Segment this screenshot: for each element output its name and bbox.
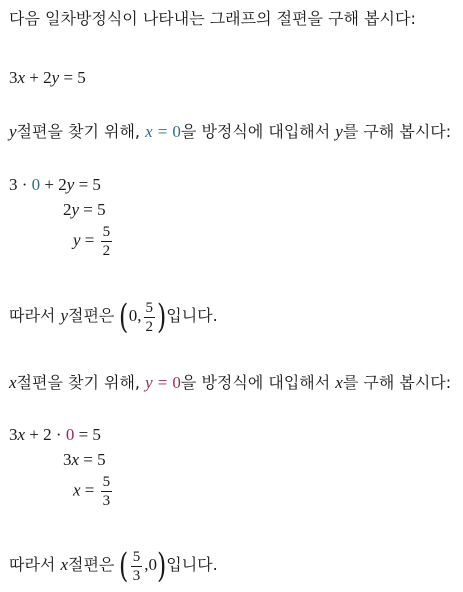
y-intercept-conclusion [9,296,218,337]
substituted-zero: 0 [31,175,41,194]
eq-variable-x: x [17,68,26,87]
step-var: y [71,200,80,219]
sub-val: 0 [172,122,181,141]
eq-variable-y: y [51,68,60,87]
conclusion-text: 입니다. [166,555,218,574]
fraction-denominator: 2 [102,243,111,259]
step-term: 2 [63,200,72,219]
step-equals: = [78,175,89,194]
sub-val: 0 [172,373,181,392]
step-plus: + [44,175,55,194]
main-equation [9,68,86,88]
step-dot: · [55,425,62,444]
sub-eq: = [157,373,168,392]
target-var: y [335,122,343,141]
target-var: x [335,373,343,392]
heading-text: 절편을 찾기 위해, [16,122,140,141]
substituted-zero: 0 [65,425,75,444]
step-var: x [17,425,26,444]
fraction-numerator: 5 [132,548,141,565]
point-coordinate: 0 [148,555,157,574]
y-step-3 [73,223,114,260]
fraction-numerator: 5 [145,299,153,316]
step-equals: = [84,480,95,500]
conclusion-var: y [60,306,69,325]
x-intercept-conclusion [9,545,218,586]
step-dot: · [21,175,28,194]
conclusion-text: 절편은 [68,306,115,325]
step-equals: = [84,230,95,250]
step-term: 3 [63,450,72,469]
step-var: x [73,480,81,500]
y-step-2 [63,200,106,220]
fraction-denominator: 2 [145,318,153,335]
fraction [101,223,113,260]
y-intercept-heading [9,122,451,142]
fraction-denominator: 3 [132,567,141,584]
conclusion-var: x [60,555,69,574]
step-var: x [71,450,80,469]
heading-var: y [9,122,17,141]
step-equals: = [83,200,93,219]
step-term: 2 [43,425,52,444]
fraction [101,473,113,510]
step-rhs: 5 [92,425,101,444]
heading-var: x [9,373,17,392]
left-paren: ( [119,297,129,338]
y-step-1 [9,175,101,195]
eq-coefficient: 2 [43,68,52,87]
heading-text: 를 구해 봅시다: [342,373,452,392]
sub-var: y [145,373,153,392]
fraction [131,548,143,585]
point-coordinate: 0 [128,306,138,325]
fraction-denominator: 3 [102,493,111,509]
eq-plus: + [29,68,39,87]
heading-text: 을 방정식에 대입해서 [180,373,331,392]
step-var: y [66,175,75,194]
step-var: y [73,230,81,250]
heading-text: 를 구해 봅시다: [342,122,452,141]
sub-eq: = [157,122,168,141]
fraction-numerator: 5 [102,224,111,240]
x-intercept-heading [9,373,451,393]
intercept-point: ( $\frac{5}{3}$ ,0) [119,546,167,587]
eq-equals: = [63,68,74,87]
x-step-1 [9,425,101,445]
fraction [144,299,156,336]
intercept-point: (0, $\frac{5}{2}$ ) [119,297,167,338]
fraction-numerator: 5 [102,474,111,490]
step-term: 2 [58,175,67,194]
heading-text: 을 방정식에 대입해서 [180,122,331,141]
step-term: 3 [9,425,18,444]
step-rhs: 5 [97,200,106,219]
eq-coefficient: 3 [9,68,18,87]
step-rhs: 5 [97,450,106,469]
conclusion-text: 절편은 [68,555,115,574]
step-plus: + [29,425,39,444]
sub-var: x [145,122,153,141]
right-paren: ) [156,546,167,587]
step-equals: = [83,450,93,469]
conclusion-text: 따라서 [9,555,56,574]
heading-text: 절편을 찾기 위해, [16,373,140,392]
intro-text: 다음 일차방정식이 나타내는 그래프의 절편을 구해 봅시다: [9,9,416,28]
conclusion-text: 따라서 [9,306,56,325]
right-paren: ) [156,297,167,338]
x-step-2 [63,450,106,470]
step-equals: = [78,425,89,444]
step-rhs: 5 [92,175,101,194]
conclusion-text: 입니다. [166,306,218,325]
step-term: 3 [9,175,18,194]
eq-rhs: 5 [77,68,86,87]
left-paren: ( [119,546,129,587]
x-step-3 [73,473,114,510]
